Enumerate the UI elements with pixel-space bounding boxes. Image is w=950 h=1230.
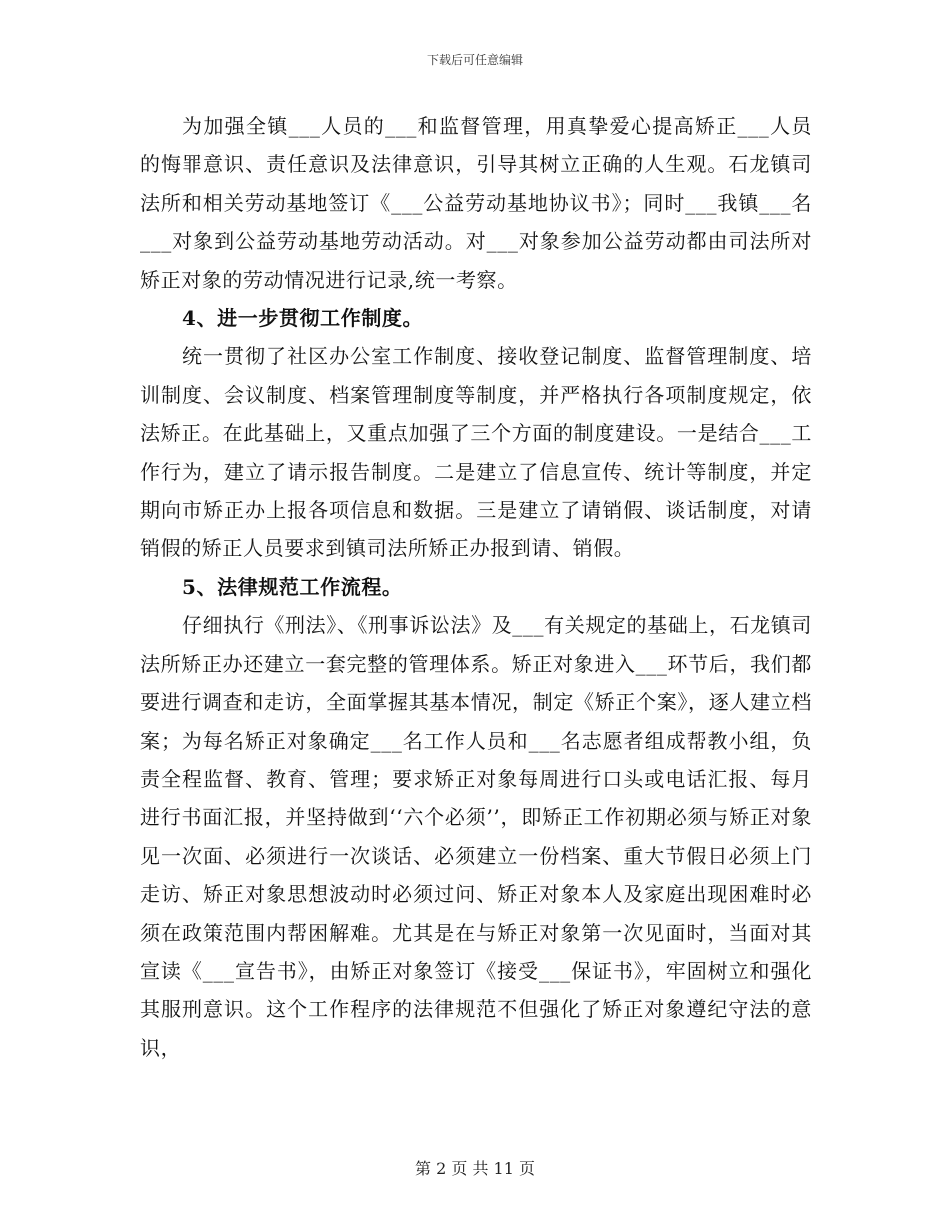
- section-heading-legal-process: 5、法律规范工作流程。: [182, 574, 403, 599]
- document-body: [140, 107, 812, 1067]
- section-heading-work-system: 4、进一步贯彻工作制度。: [182, 306, 424, 331]
- paragraph-legal-process: 仔细执行《刑法》、《刑事诉讼法》及___有关规定的基础上，石龙镇司法所矫正办还建立一套完整的管理体系。矫正对象进入___环节后，我们都要进行调查和走访，全面掌握其基本情况，制定《矫正个案》，逐人建立档案；为每名矫正对象确定___名工作人员和___名志愿者组成帮教小组，负责全程监督、教育、管理；要求矫正对象每周进行口头或电话汇报、每月进行书面汇报，并坚持做到‘‘六个必须’’，即矫正工作初期必须与矫正对象见一次面、必须进行一次谈话、必须建立一份档案、重大节假日必须上门走访、矫正对象思想波动时必须过问、矫正对象本人及家庭出现困难时必须在政策范围内帮困解难。尤其是在与矫正对象第一次见面时，当面对其宣读《___宣告书》，由矫正对象签订《接受___保证书》，牢固树立和强化其服刑意识。这个工作程序的法律规范不但强化了矫正对象遵纪守法的意识，: [140, 613, 812, 1060]
- page-number: 第 2 页 共 11 页: [415, 1159, 535, 1178]
- page-header: 下载后可任意编辑: [426, 53, 523, 67]
- paragraph-community-labor: 为加强全镇___人员的___和监督管理，用真挚爱心提高矫正___人员的悔罪意识、责任意识及法律意识，引导其树立正确的人生观。石龙镇司法所和相关劳动基地签订《___公益劳动基地协议书》；同时___我镇___名___对象到公益劳动基地劳动活动。对___对象参加公益劳动都由司法所对矫正对象的劳动情况进行记录,统一考察。: [140, 114, 812, 292]
- paragraph-work-system: 统一贯彻了社区办公室工作制度、接收登记制度、监督管理制度、培训制度、会议制度、档案管理制度等制度，并严格执行各项制度规定，依法矫正。在此基础上，又重点加强了三个方面的制度建设。一是结合___工作行为，建立了请示报告制度。二是建立了信息宣传、统计等制度，并定期向市矫正办上报各项信息和数据。三是建立了请销假、谈话制度，对请销假的矫正人员要求到镇司法所矫正办报到请、销假。: [140, 344, 812, 561]
